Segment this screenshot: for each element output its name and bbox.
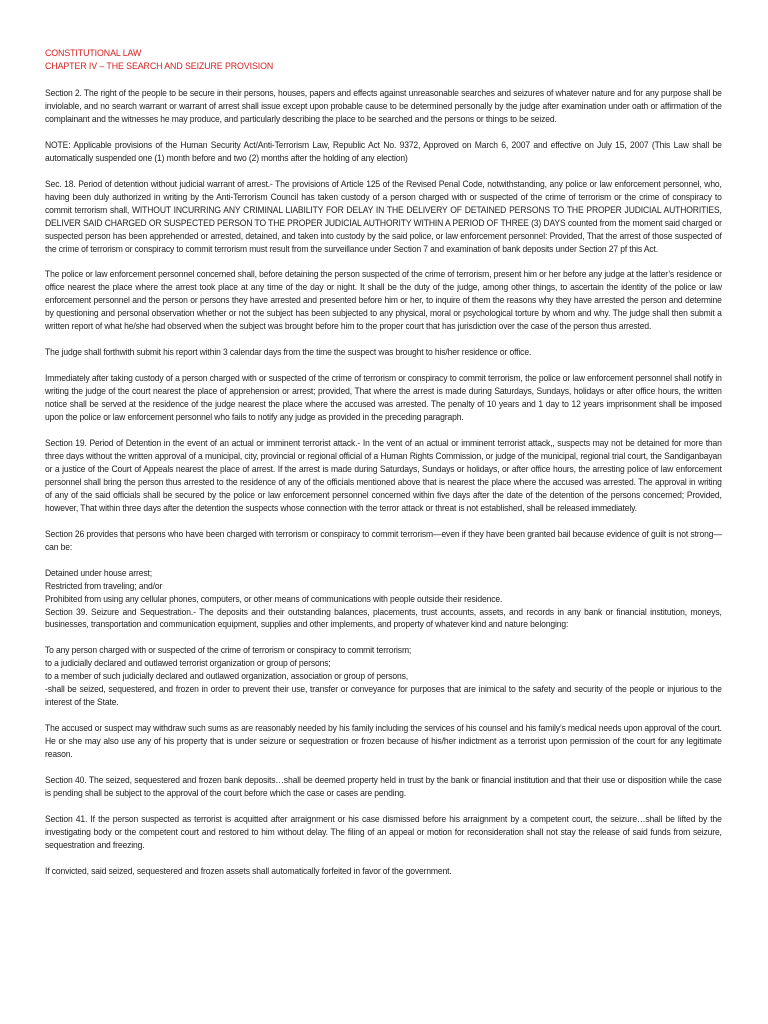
paragraph-section-39: Section 39. Seizure and Sequestration.- The deposits and their outstanding balances, placements, trust accounts, assets, and records in any bank or financial institution, moneys, businesses, transportation and communication equipment, supplies and other implements, and property of whatever kind and nature belonging: [45,606,722,631]
restriction-item: Restricted from traveling; and/or [45,580,163,592]
paragraph-notification: Immediately after taking custody of a person charged with or suspected of the crime of terrorism or conspiracy to commit terrorism, the police or law enforcement personnel shall notify in writing the judge of the court nearest the place of apprehension or arrest; provided, That where the arrest is made during Saturdays, Sundays, holidays or after office hours, the written notice shall be served at the residence of the judge nearest the place where the accused was arrested. The penalty of 10 years and 1 day to 12 years imprisonment shall be imposed upon the police or law enforcement personnel who fails to notify any judge as provided in the preceding paragraph. [45,373,722,424]
seizure-list-item: to a member of such judicially declared and outlawed organization, association or group of persons, [45,671,409,683]
document-body [45,88,722,879]
seizure-list-item: To any person charged with or suspected of the crime of terrorism or conspiracy to commit terrorism; [45,645,412,657]
seizure-list-item: to a judicially declared and outlawed terrorist organization or group of persons; [45,658,331,670]
heading-title: CONSTITUTIONAL LAW [45,48,142,59]
paragraph-withdrawal: The accused or suspect may withdraw such sums as are reasonably needed by his family including the services of his counsel and his family’s medical needs upon approval of the court. He or she may also use any of his property that is under seizure or sequestration or frozen because of his/her indictment as a terrorist upon permission of the court for any legitimate reason. [45,723,722,761]
seizure-list-item: -shall be seized, sequestered, and frozen in order to prevent their use, transfer or conveyance for purposes that are inimical to the safety and security of the people or injurious to the interest of the State. [45,684,722,709]
paragraph-section-26: Section 26 provides that persons who have been charged with terrorism or conspiracy to commit terrorism—even if they have been granted bail because evidence of guilt is not strong—can be: [45,528,722,553]
paragraph-section-41: Section 41. If the person suspected as terrorist is acquitted after arraignment or his case dismissed before his arraignment by a competent court, the seizure…shall be lifted by the investigating body or the competent court and restored to him without delay. The filing of an appeal or motion for reconsideration shall not stay the release of said funds from seizure, sequestration and freezing. [45,813,722,851]
paragraph-forfeiture: If convicted, said seized, sequestered and frozen assets shall automatically forfeited in favor of the government. [45,865,452,877]
restriction-item: Prohibited from using any cellular phones, computers, or other means of communications with people outside their residence. [45,593,503,605]
paragraph-note: NOTE: Applicable provisions of the Human Security Act/Anti-Terrorism Law, Republic Act No. 9372, Approved on March 6, 2007 and effective on July 15, 2007 (This Law shall be automatically suspended one (1) month before and two (2) months after the holding of any election) [45,139,722,164]
paragraph-section-40: Section 40. The seized, sequestered and frozen bank deposits…shall be deemed property held in trust by the bank or financial institution and that their use or disposition while the case is pending shall be subject to the approval of the court before which the case or cases are pending. [45,775,722,799]
document-page [45,47,722,879]
paragraph-section-19: Section 19. Period of Detention in the event of an actual or imminent terrorist attack.- In the vent of an actual or imminent terrorist attack,, suspects may not be detained for more than three days without the written approval of a municipal, city, provincial or regional official of a Human Rights Commission, or judge of the municipal, regional trial court, the Sandiganbayan or a justice of the Court of Appeals nearest the place of arrest. If the arrest is made during Saturdays, Sundays or holidays, or after office hours, the arresting police of law enforcement personnel shall bring the person thus arrested to the residence of any of the officials mentioned above that is nearest the place where the accused was arrested. The approval in writing of any of the said officials shall be secured by the police or law enforcement personnel concerned within five days after the date of the detention of the persons concerned; Provided, however, That within three days after the detention the suspects whose connection with the terror attack or threat is not established, shall be released immediately. [45,438,722,514]
restriction-item: Detained under house arrest; [45,567,152,579]
paragraph-section-18: Sec. 18. Period of detention without judicial warrant of arrest.- The provisions of Article 125 of the Revised Penal Code, notwithstanding, any police or law enforcement personnel, who, having been duly authorized in writing by the Anti-Terrorism Council has taken custody of a person charged with or suspected of the crime of terrorism or the crime of conspiracy to commit terrorism shall, WITHOUT INCURRING ANY CRIMINAL LIABILITY FOR DELAY IN THE DELIVERY OF DETAINED PERSONS TO THE PROPER JUDICIAL AUTHORITIES, DELIVER SAID CHARGED OR SUSPECTED PERSON TO THE PROPER JUDICIAL AUTHORITY WITHIN A PERIOD OF THREE (3) DAYS counted from the moment said charged or suspected person has been apprehended or arrested, detained, and taken into custody by the said police, or law enforcement personnel: Provided, That the arrest of those suspected of the crime of terrorism or conspiracy to commit terrorism must result from the surveillance under Section 7 and examination of bank deposits under Section 27 pf this Act. [45,178,722,255]
paragraph-police-duty: The police or law enforcement personnel concerned shall, before detaining the person suspected of the crime of terrorism, present him or her before any judge at the latter’s residence or office nearest the place where the arrest took place at any time of the day or night. It shall be the duty of the judge, among other things, to ascertain the identity of the police or law enforcement personnel and the person or persons they have arrested and presented before him or her, to inquire of them the reasons why they have arrested the person and determine by questioning and personal observation whether or not the subject has been subjected to any physical, moral or psychological torture by whom and why. The judge shall then submit a written report of what he/she had observed when the subject was brought before him to the proper court that has jurisdiction over the case of the person thus arrested. [45,269,722,333]
paragraph-judge-report: The judge shall forthwith submit his report within 3 calendar days from the time the suspect was brought to his/her residence or office. [45,347,532,359]
document-heading [45,47,668,73]
heading-chapter: CHAPTER IV – THE SEARCH AND SEIZURE PROVISION [45,61,274,72]
paragraph-section-2: Section 2. The right of the people to be secure in their persons, houses, papers and effects against unreasonable searches and seizures of whatever nature and for any purpose shall be inviolable, and no search warrant or warrant of arrest shall issue except upon probable cause to be determined personally by the judge after examination under oath or affirmation of the complainant and the witnesses he may produce, and particularly describing the place to be searched and the persons or things to be seized. [45,88,722,125]
